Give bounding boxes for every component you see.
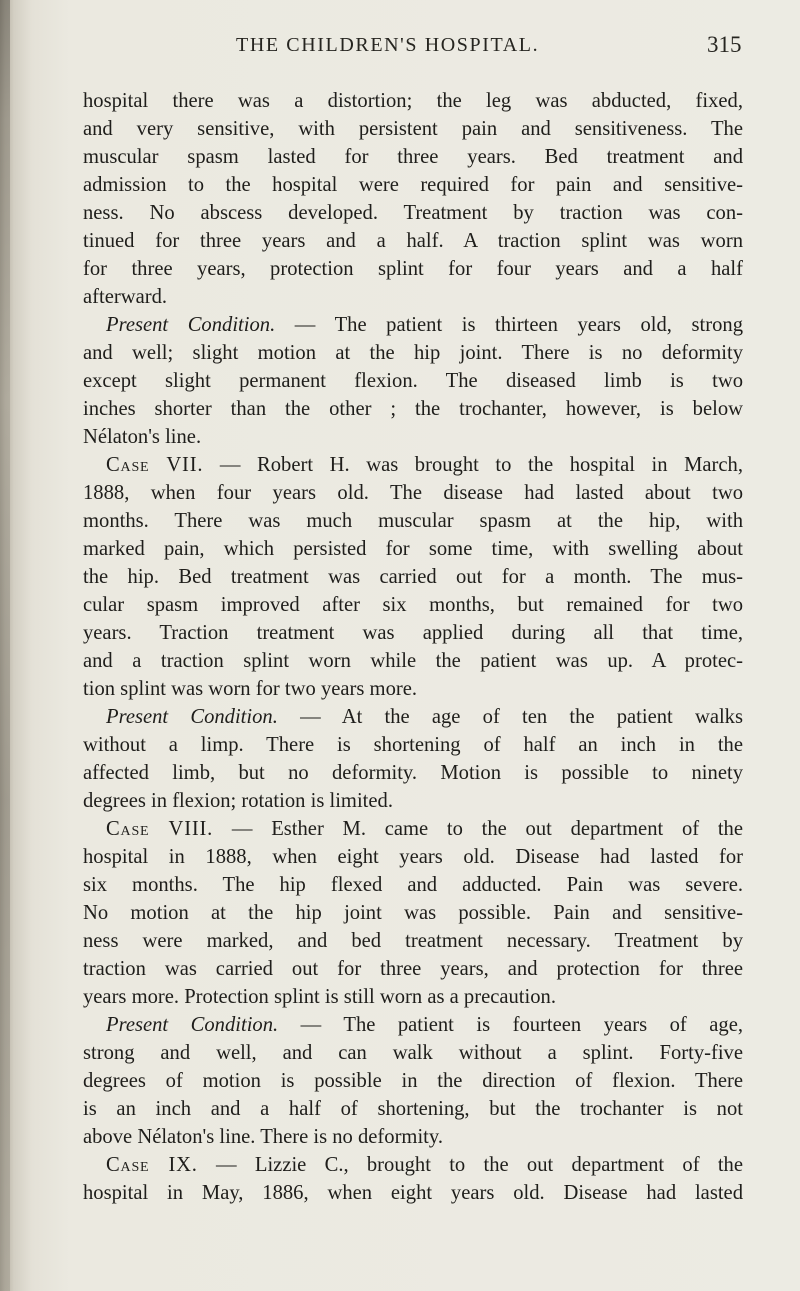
text-line-rest: — At the age of ten the patient walks — [300, 706, 743, 728]
present-condition-heading: Present Condition. — [106, 1014, 279, 1036]
case-ix-heading: Case IX. — [106, 1154, 198, 1176]
text-line: tinued for three years and a half. A traction splint was worn — [83, 230, 743, 252]
case-vii-heading: Case VII. — [106, 454, 204, 476]
text-line: except slight permanent flexion. The diseased limb is two — [83, 370, 743, 392]
text-line: six months. The hip flexed and adducted. Pain was severe. — [83, 874, 743, 896]
text-line: years. Traction treatment was applied during all that time, — [83, 622, 743, 644]
text-line: without a limp. There is shortening of half an inch in the — [83, 734, 743, 756]
text-line: degrees in flexion; rotation is limited. — [83, 790, 393, 812]
text-line: hospital there was a distortion; the leg was abducted, fixed, — [83, 90, 743, 112]
running-head — [0, 26, 800, 58]
text-line: admission to the hospital were required for pain and sensitive- — [83, 174, 743, 196]
text-line-rest: — The patient is thirteen years old, strong — [294, 314, 743, 336]
text-line — [83, 1011, 743, 1039]
text-line: degrees of motion is possible in the direction of flexion. There — [83, 1070, 743, 1092]
text-line — [83, 1151, 743, 1179]
text-line: muscular spasm lasted for three years. Bed treatment and — [83, 146, 743, 168]
text-line — [83, 311, 743, 339]
page-number: 315 — [707, 32, 742, 57]
text-line: No motion at the hip joint was possible. Pain and sensitive- — [83, 902, 743, 924]
text-line: months. There was much muscular spasm at the hip, with — [83, 510, 743, 532]
present-condition-heading: Present Condition. — [106, 314, 276, 336]
case-viii-heading: Case VIII. — [106, 818, 214, 840]
text-line-rest: — Robert H. was brought to the hospital in March, — [219, 454, 743, 476]
text-line: hospital in May, 1886, when eight years old. Disease had lasted — [83, 1182, 743, 1204]
text-line: the hip. Bed treatment was carried out for a month. The mus- — [83, 566, 743, 588]
text-line: inches shorter than the other ; the trochanter, however, is below — [83, 398, 743, 420]
text-line: years more. Protection splint is still worn as a precaution. — [83, 986, 556, 1008]
text-line: affected limb, but no deformity. Motion is possible to ninety — [83, 762, 743, 784]
text-line: 1888, when four years old. The disease had lasted about two — [83, 482, 743, 504]
text-line: and a traction splint worn while the patient was up. A protec- — [83, 650, 743, 672]
text-line: above Nélaton's line. There is no deformity. — [83, 1126, 443, 1148]
text-line: marked pain, which persisted for some time, with swelling about — [83, 538, 743, 560]
text-line-rest: — Esther M. came to the out department of the — [231, 818, 743, 840]
text-line: for three years, protection splint for four years and a half — [83, 258, 743, 280]
text-line — [83, 815, 743, 843]
text-line: afterward. — [83, 286, 168, 308]
text-line — [83, 451, 743, 479]
present-condition-heading: Present Condition. — [106, 706, 278, 728]
text-line: and well; slight motion at the hip joint. There is no deformity — [83, 342, 743, 364]
text-line: traction was carried out for three years, and protection for three — [83, 958, 743, 980]
text-line: strong and well, and can walk without a splint. Forty-five — [83, 1042, 743, 1064]
text-line: ness were marked, and bed treatment necessary. Treatment by — [83, 930, 743, 952]
text-line: hospital in 1888, when eight years old. Disease had lasted for — [83, 846, 743, 868]
text-line: tion splint was worn for two years more. — [83, 678, 418, 700]
text-line: cular spasm improved after six months, but remained for two — [83, 594, 743, 616]
text-line: is an inch and a half of shortening, but the trochanter is not — [83, 1098, 743, 1120]
text-line-rest: — Lizzie C., brought to the out department of the — [216, 1154, 743, 1176]
text-line: and very sensitive, with persistent pain and sensitiveness. The — [83, 118, 743, 140]
text-line: ness. No abscess developed. Treatment by traction was con- — [83, 202, 743, 224]
running-title: THE CHILDREN'S HOSPITAL. — [236, 34, 540, 56]
text-line: Nélaton's line. — [83, 426, 202, 448]
text-line-rest: — The patient is fourteen years of age, — [300, 1014, 743, 1036]
text-line — [83, 703, 743, 731]
body-text — [83, 87, 743, 1207]
